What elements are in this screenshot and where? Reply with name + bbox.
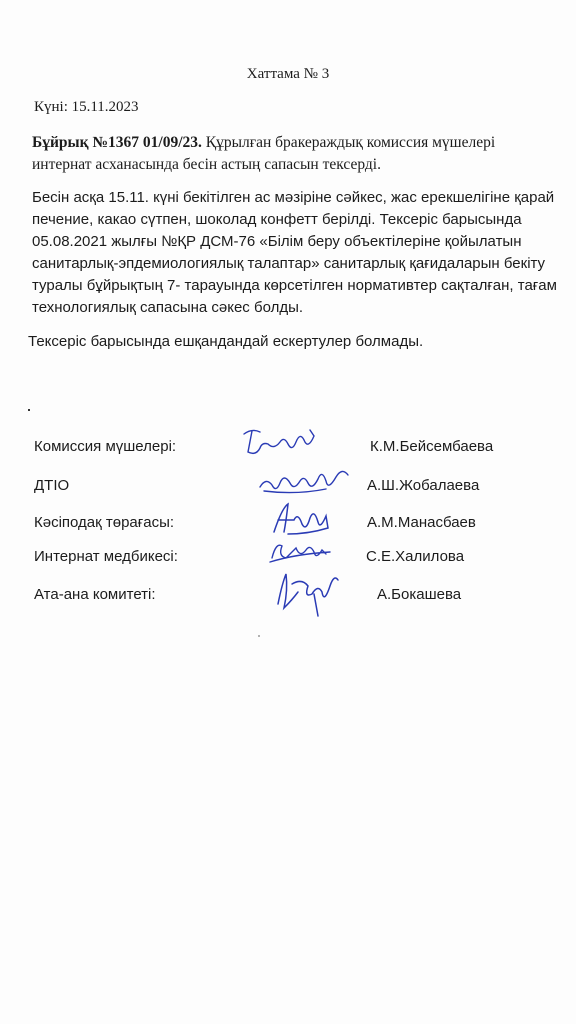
document-title: Хаттама № 3 (246, 66, 330, 82)
handwritten-signature-icon (268, 564, 348, 620)
paragraph-line: печение, какао сүтпен, шоколад конфетт берілді. Тексеріс барысында (32, 211, 522, 228)
paragraph-line: 05.08.2021 жылғы №ҚР ДСМ-76 «Білім беру объектілеріне қойылатын (32, 233, 522, 250)
order-reference: Бұйрық №1367 01/09/23. (32, 134, 202, 151)
scan-artifact (258, 635, 260, 637)
signatory-name: А.М.Манасбаев (367, 514, 476, 531)
paragraph-line: санитарлық-эпдемиологиялық талаптар» санитарлық қағидаларын бекіту (32, 255, 546, 272)
signature-row-parents (0, 578, 576, 612)
paragraph-order-line-1 (32, 132, 576, 154)
signature-role: Комиссия мүшелері: (34, 438, 177, 455)
order-text: Құрылған бракераждық комиссия мүшелері (201, 134, 496, 151)
paragraph-conclusion: Тексеріс барысында ешқандандай ескертулер болмады. (28, 333, 424, 350)
paragraph-line: технологиялық сапасына сәкес болды. (32, 299, 304, 316)
paragraph-line: туралы бұйрықтың 7- тарауында көрсетілген нормативтер сақталған, тағам (32, 277, 557, 294)
signatory-name: А.Ш.Жобалаева (367, 477, 480, 494)
ink-dot (28, 409, 30, 411)
paragraph-line: Бесін асқа 15.11. күні бекітілген ас мәзіріне сәйкес, жас ерекшелігіне қарай (32, 189, 555, 206)
handwritten-signature-icon (256, 461, 356, 501)
document-date: Күні: 15.11.2023 (34, 99, 139, 115)
signatory-name: С.Е.Халилова (366, 548, 465, 565)
signatory-name: К.М.Бейсембаева (370, 438, 494, 455)
paragraph-inspection (32, 187, 576, 319)
signature-role: Ата-ана комитеті: (34, 586, 156, 603)
paragraph-order (32, 132, 576, 176)
signature-role: Интернат медбикесі: (34, 548, 178, 565)
signatory-name: А.Бокашева (377, 586, 462, 603)
signature-row-commission (0, 430, 576, 464)
paragraph-order-line-2: интернат асханасында бесін астың сапасын тексерді. (32, 156, 381, 173)
handwritten-signature-icon (238, 422, 328, 462)
signature-role: ДТІО (34, 477, 70, 494)
signature-role: Кәсіподақ төрағасы: (34, 514, 175, 531)
